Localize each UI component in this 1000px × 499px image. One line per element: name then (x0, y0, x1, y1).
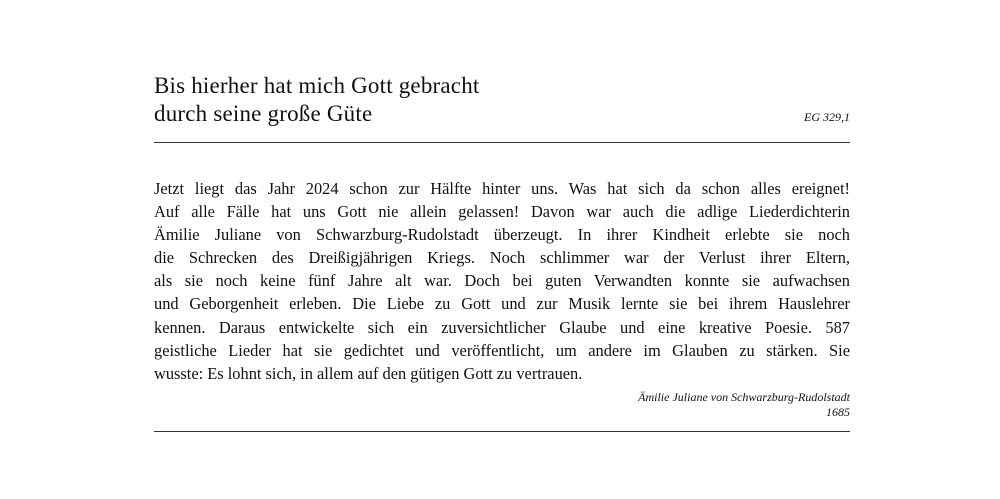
top-divider (154, 142, 850, 143)
devotional-page (154, 72, 850, 432)
text-line: und Geborgenheit erleben. Die Liebe zu Gott und zur Musik lernte sie bei ihrem Hauslehrer (154, 294, 850, 314)
text-line: wusste: Es lohnt sich, in allem auf den gütigen Gott zu vertrauen. (154, 363, 583, 383)
text-line: kennen. Daraus entwickelte sich ein zuversichtlicher Glaube und eine kreative Poesie. 587 (154, 317, 850, 337)
text-line: geistliche Lieder hat sie gedichtet und veröffentlicht, um andere im Glauben zu stärken. Sie (154, 340, 850, 360)
text-line: Jetzt liegt das Jahr 2024 schon zur Hälfte hinter uns. Was hat sich da schon alles ereignet! (154, 179, 850, 198)
attribution-year: 1685 (826, 404, 850, 419)
devotional-text (154, 177, 850, 385)
heading-block (154, 72, 850, 134)
text-line: die Schrecken des Dreißigjährigen Kriegs. Noch schlimmer war der Verlust ihrer Eltern, (154, 248, 850, 268)
hymn-reference: EG 329,1 (804, 110, 850, 124)
text-line: Ämilie Juliane von Schwarzburg-Rudolstadt überzeugt. In ihrer Kindheit erlebte sie noch (154, 225, 850, 245)
hymn-title-line-2: durch seine große Güte (154, 101, 373, 126)
attribution-author: Ämilie Juliane von Schwarzburg-Rudolstadt (638, 389, 850, 404)
attribution-block (154, 390, 850, 420)
hymn-title-line-1: Bis hierher hat mich Gott gebracht (154, 73, 480, 98)
text-line: Auf alle Fälle hat uns Gott nie allein gelassen! Davon war auch die adlige Liederdichterin (154, 202, 850, 222)
text-line: als sie noch keine fünf Jahre alt war. Doch bei guten Verwandten konnte sie aufwachsen (154, 271, 850, 291)
bottom-divider (154, 431, 850, 432)
